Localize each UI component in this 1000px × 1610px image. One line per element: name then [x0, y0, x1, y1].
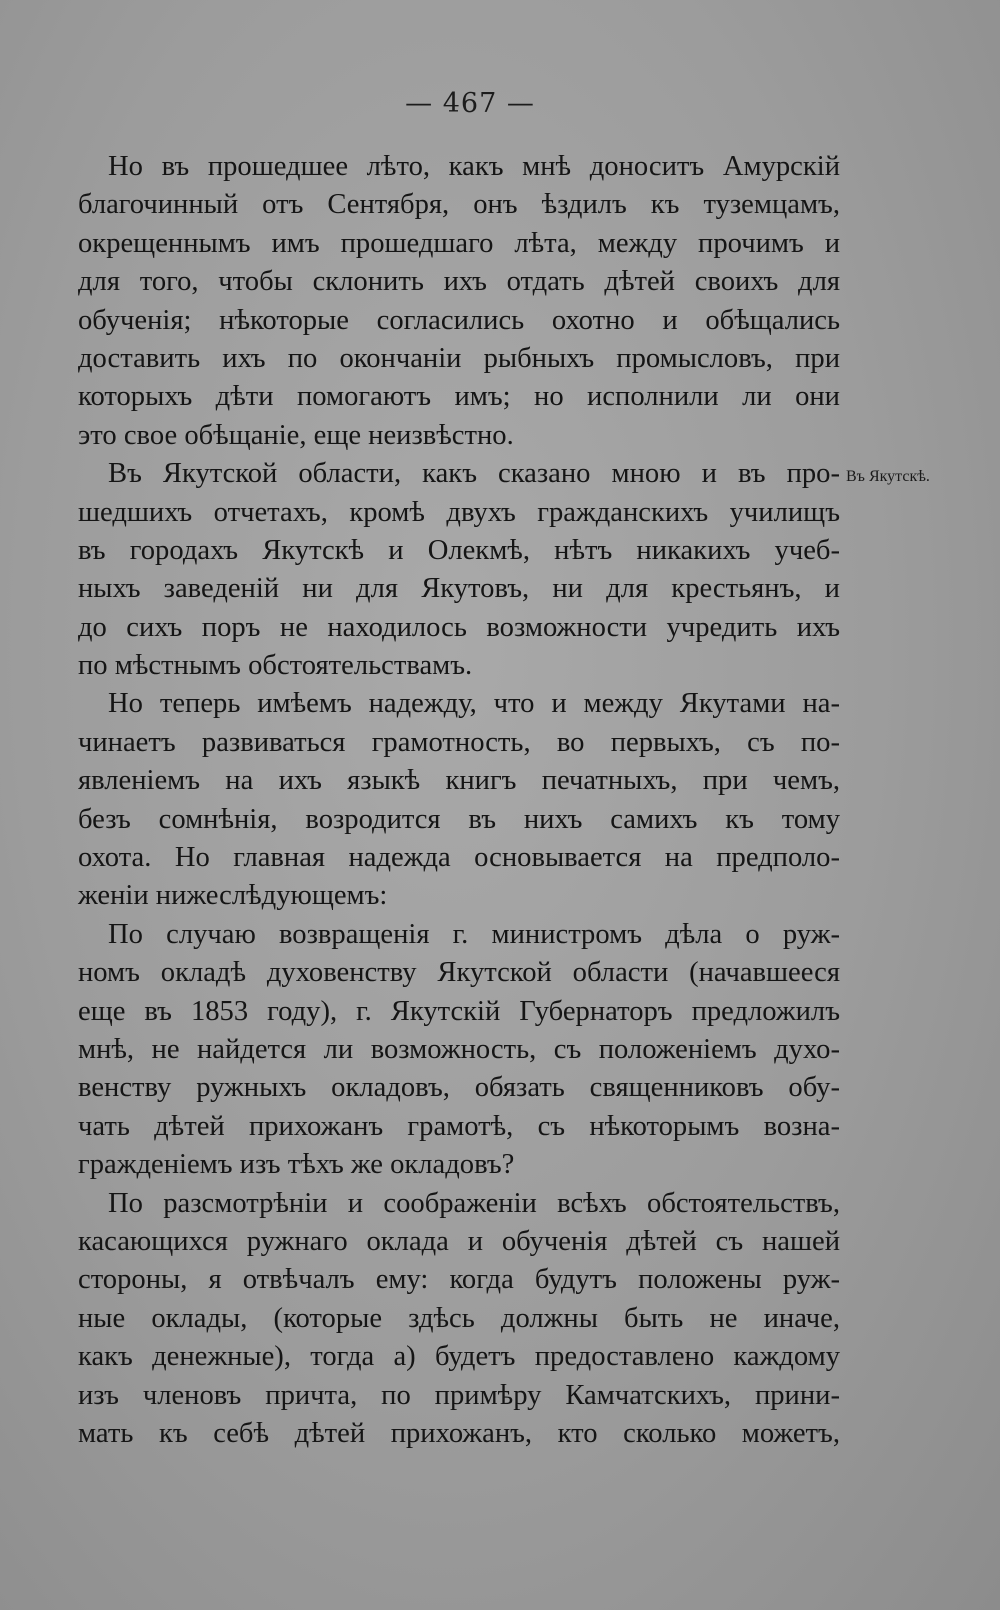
text-line: окрещеннымъ имъ прошедшаго лѣта, между прочимъ и [78, 227, 840, 259]
text-line: обученія; нѣкоторые согласились охотно и обѣщались [78, 304, 840, 336]
text-line: это свое обѣщаніе, еще неизвѣстно. [78, 419, 514, 451]
text-line: женіи нижеслѣдующемъ: [78, 880, 388, 912]
text-line: ныхъ заведеній ни для Якутовъ, ни для крестьянъ, и [78, 573, 840, 605]
text-line: въ городахъ Якутскѣ и Олекмѣ, нѣтъ никакихъ учеб- [78, 534, 840, 566]
text-line: венству ружныхъ окладовъ, обязать священниковъ обу- [78, 1072, 840, 1104]
text-line: По разсмотрѣніи и соображеніи всѣхъ обстоятельствъ, [108, 1187, 840, 1219]
text-line: Въ Якутской области, какъ сказано мною и въ про- [108, 458, 840, 490]
text-line: явленіемъ на ихъ языкѣ книгъ печатныхъ, при чемъ, [78, 765, 840, 797]
page-number: — 467 — [405, 88, 535, 119]
text-line: чать дѣтей прихожанъ грамотѣ, съ нѣкоторымъ возна- [78, 1110, 840, 1142]
paragraph-3 [78, 685, 840, 915]
text-line: чинаетъ развиваться грамотность, во первыхъ, съ по- [78, 726, 840, 758]
body-text [78, 148, 840, 1453]
text-line: какъ денежные), тогда а) будетъ предоставлено каждому [78, 1341, 840, 1373]
text-line: которыхъ дѣти помогаютъ имъ; но исполнили ли они [78, 381, 840, 413]
paragraph-4 [78, 916, 840, 1185]
text-line: ные оклады, (которые здѣсь должны быть не иначе, [78, 1302, 840, 1334]
text-line: стороны, я отвѣчалъ ему: когда будутъ положены руж- [78, 1264, 840, 1296]
text-line: еще въ 1853 году), г. Якутскій Губернаторъ предложилъ [78, 995, 840, 1027]
text-line: до сихъ поръ не находилось возможности учредить ихъ [78, 611, 840, 643]
text-line: номъ окладѣ духовенству Якутской области (начавшееся [78, 957, 840, 989]
text-line: мнѣ, не найдется ли возможность, съ положеніемъ духо- [78, 1033, 840, 1065]
margin-note: Въ Якутскѣ. [846, 468, 930, 485]
text-line: изъ членовъ причта, по примѣру Камчатскихъ, прини- [78, 1379, 840, 1411]
text-line: касающихся ружнаго оклада и обученія дѣтей съ нашей [78, 1225, 840, 1257]
paragraph-5 [78, 1185, 840, 1454]
text-line: Но въ прошедшее лѣто, какъ мнѣ доноситъ Амурскій [108, 151, 840, 182]
text-line: безъ сомнѣнія, возродится въ нихъ самихъ къ тому [78, 803, 840, 835]
paragraph-1 [78, 148, 840, 455]
text-line: гражденіемъ изъ тѣхъ же окладовъ? [78, 1149, 515, 1181]
text-line: Но теперь имѣемъ надежду, что и между Якутами на- [108, 688, 840, 720]
text-line: охота. Но главная надежда основывается на предполо- [78, 842, 840, 874]
paragraph-2 [78, 455, 840, 685]
text-line: для того, чтобы склонить ихъ отдать дѣтей своихъ для [78, 266, 840, 298]
text-line: благочинный отъ Сентября, онъ ѣздилъ къ туземцамъ, [78, 189, 840, 221]
text-line: шедшихъ отчетахъ, кромѣ двухъ гражданскихъ училищъ [78, 496, 840, 528]
text-line: доставить ихъ по окончаніи рыбныхъ промысловъ, при [78, 342, 840, 374]
text-line: По случаю возвращенія г. министромъ дѣла о руж- [108, 918, 840, 950]
text-line: по мѣстнымъ обстоятельствамъ. [78, 650, 473, 682]
text-line: мать къ себѣ дѣтей прихожанъ, кто сколько можетъ, [78, 1417, 840, 1449]
